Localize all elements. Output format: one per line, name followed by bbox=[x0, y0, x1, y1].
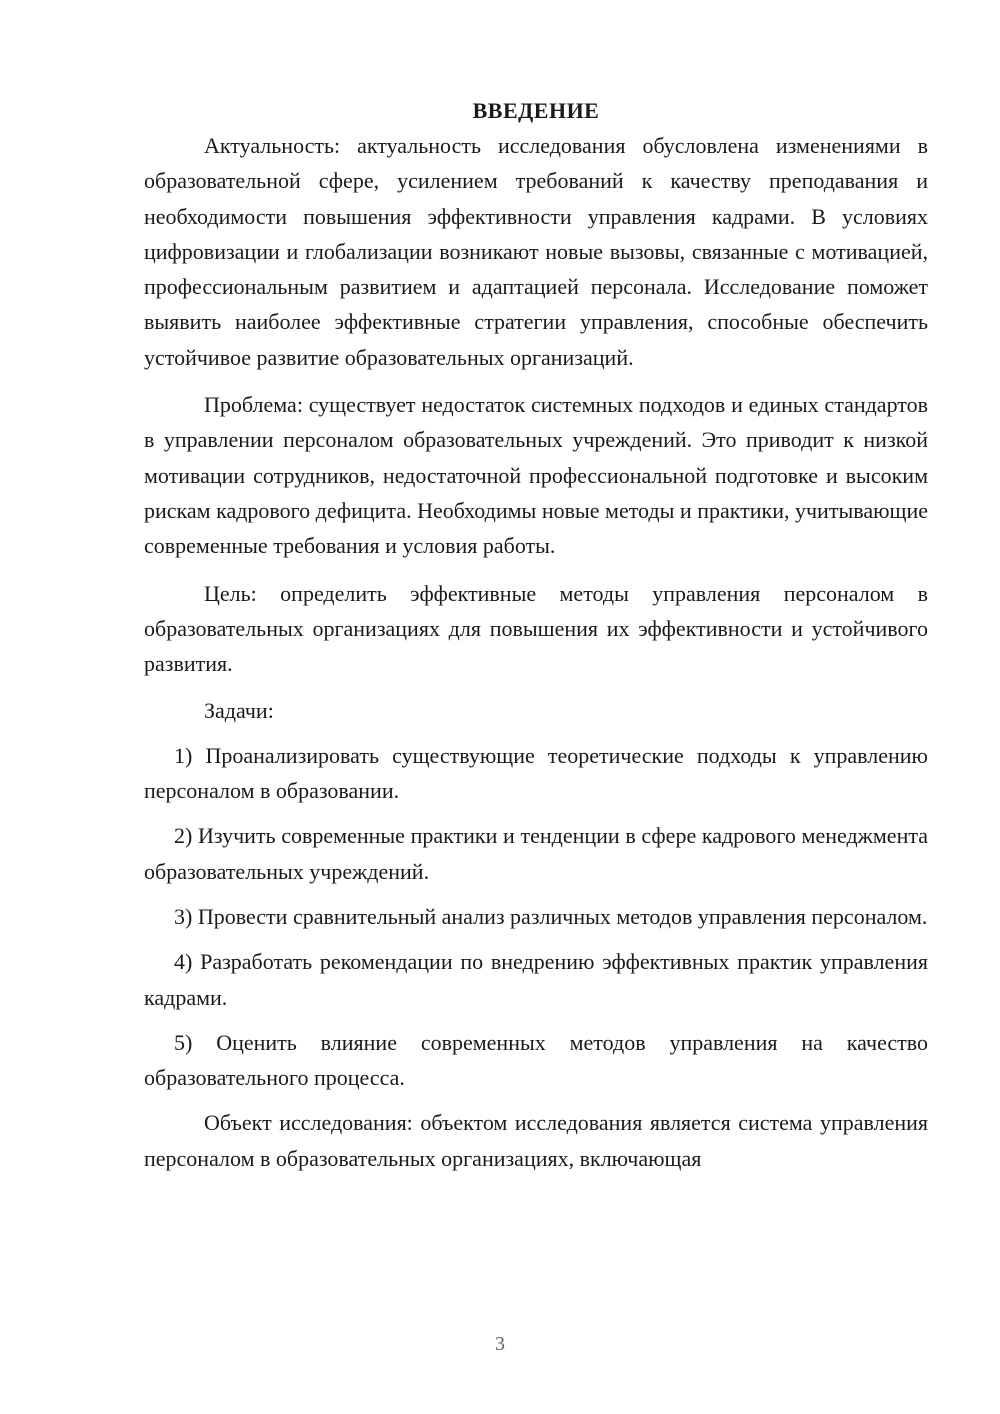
relevance-paragraph: Актуальность: актуальность исследования обусловлена изменениями в образовательной сфере, усилением требований к качеству преподавания и необходимости повышения эффективности управления кадрами. В условиях цифровизации и глобализации возникают новые вызовы, связанные с мотивацией, профессиональным развитием и адаптацией персонала. Исследование поможет выявить наиболее эффективные стратегии управления, способные обеспечить устойчивое развитие образовательных организаций. bbox=[144, 133, 928, 370]
task-item-5: 5) Оценить влияние современных методов управления на качество образовательного процесса. bbox=[144, 1029, 928, 1091]
task-item-4: 4) Разработать рекомендации по внедрению эффективных практик управления кадрами. bbox=[144, 949, 928, 1010]
page-number: 3 bbox=[495, 1333, 505, 1355]
task-item-3: 3) Провести сравнительный анализ различных методов управления персоналом. bbox=[174, 903, 928, 929]
section-title: ВВЕДЕНИЕ bbox=[472, 98, 600, 123]
object-paragraph: Объект исследования: объектом исследования является система управления персоналом в образовательных организациях, включающая bbox=[144, 1110, 928, 1171]
task-item-2: 2) Изучить современные практики и тенденции в сфере кадрового менеджмента образовательных учреждений. bbox=[144, 823, 928, 884]
problem-paragraph: Проблема: существует недостаток системных подходов и единых стандартов в управлении персоналом образовательных учреждений. Это приводит к низкой мотивации сотрудников, недостаточной профессиональной подготовке и высоким рискам кадрового дефицита. Необходимы новые методы и практики, учитывающие современные требования и условия работы. bbox=[144, 392, 928, 559]
page-content bbox=[144, 93, 928, 1176]
task-item-1: 1) Проанализировать существующие теоретические подходы к управлению персоналом в образовании. bbox=[144, 742, 928, 804]
tasks-heading: Задачи: bbox=[204, 698, 274, 724]
goal-paragraph: Цель: определить эффективные методы управления персоналом в образовательных организациях для повышения их эффективности и устойчивого развития. bbox=[144, 580, 928, 677]
